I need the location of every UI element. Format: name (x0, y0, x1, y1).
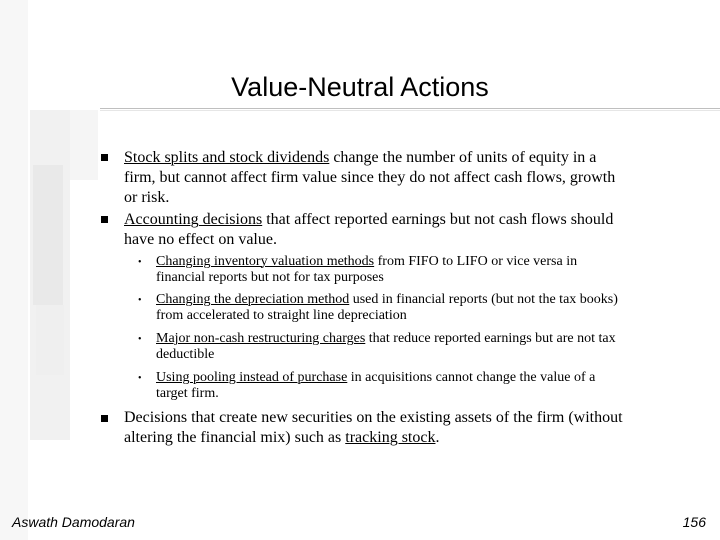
decor-panel-top (0, 0, 28, 540)
decor-panel-block (70, 110, 98, 180)
sub-bullet-2 (156, 292, 691, 324)
bullet-1-text-line1: change the number of units of equity in a (329, 149, 597, 166)
bullet-3-text-line2: altering the financial mix) such as (124, 429, 346, 446)
bullet-2-lead: Accounting decisions (124, 211, 263, 228)
bullet-3 (124, 408, 694, 448)
bullet-3-text-line1: Decisions that create new securities on the existing assets of the firm (without (124, 409, 623, 426)
sub-bullet-1-lead: Changing inventory valuation methods (156, 254, 375, 269)
sub-bullet-2-text-line1: used in financial reports (but not the tax books) (349, 292, 618, 307)
bullet-1-text-line3: or risk. (124, 189, 170, 206)
bullet-1 (124, 148, 694, 208)
sub-bullet-3-lead: Major non-cash restructuring charges (156, 331, 366, 346)
sub-bullet-4-text-line1: in acquisitions cannot change the value of a (347, 370, 596, 385)
sub-bullet-2-lead: Changing the depreciation method (156, 292, 350, 307)
sub-bullet-3-text-line2: deductible (156, 347, 215, 362)
decor-panel-strip2 (33, 165, 63, 305)
bullet-3-link: tracking stock (345, 429, 436, 446)
sub-bullet-1-text-line2: financial reports but not for tax purposes (156, 270, 384, 285)
sub-bullet-dot-3: • (138, 334, 142, 345)
footer-author: Aswath Damodaran (12, 514, 135, 530)
sub-bullet-3-text-line1: that reduce reported earnings but are not tax (365, 331, 616, 346)
sub-bullet-dot-1: • (138, 257, 142, 268)
bullet-square-1 (101, 154, 108, 161)
title-rule (100, 108, 720, 109)
slide-title: Value-Neutral Actions (231, 72, 489, 102)
page-number: 156 (682, 514, 706, 530)
sub-bullet-3 (156, 331, 691, 363)
sub-bullet-1-text-line1: from FIFO to LIFO or vice versa in (374, 254, 578, 269)
decor-panel-strip3 (36, 305, 64, 375)
bullet-square-3 (101, 415, 108, 422)
sub-bullet-4-text-line2: target firm. (156, 386, 219, 401)
sub-bullet-4 (156, 370, 691, 402)
bullet-3-text-end: . (435, 429, 440, 446)
bullet-2-text-line1: that affect reported earnings but not cash flows should (262, 211, 614, 228)
bullet-1-lead: Stock splits and stock dividends (124, 149, 330, 166)
bullet-1-text-line2: firm, but cannot affect firm value since they do not affect cash flows, growth (124, 169, 616, 186)
bullet-2 (124, 210, 694, 250)
sub-bullet-dot-4: • (138, 373, 142, 384)
bullet-2-text-line2: have no effect on value. (124, 231, 277, 248)
sub-bullet-1 (156, 254, 691, 286)
bullet-square-2 (101, 216, 108, 223)
sub-bullet-2-text-line2: from accelerated to straight line depreciation (156, 308, 407, 323)
title-rule-shadow (100, 110, 720, 111)
sub-bullet-4-lead: Using pooling instead of purchase (156, 370, 348, 385)
sub-bullet-dot-2: • (138, 295, 142, 306)
